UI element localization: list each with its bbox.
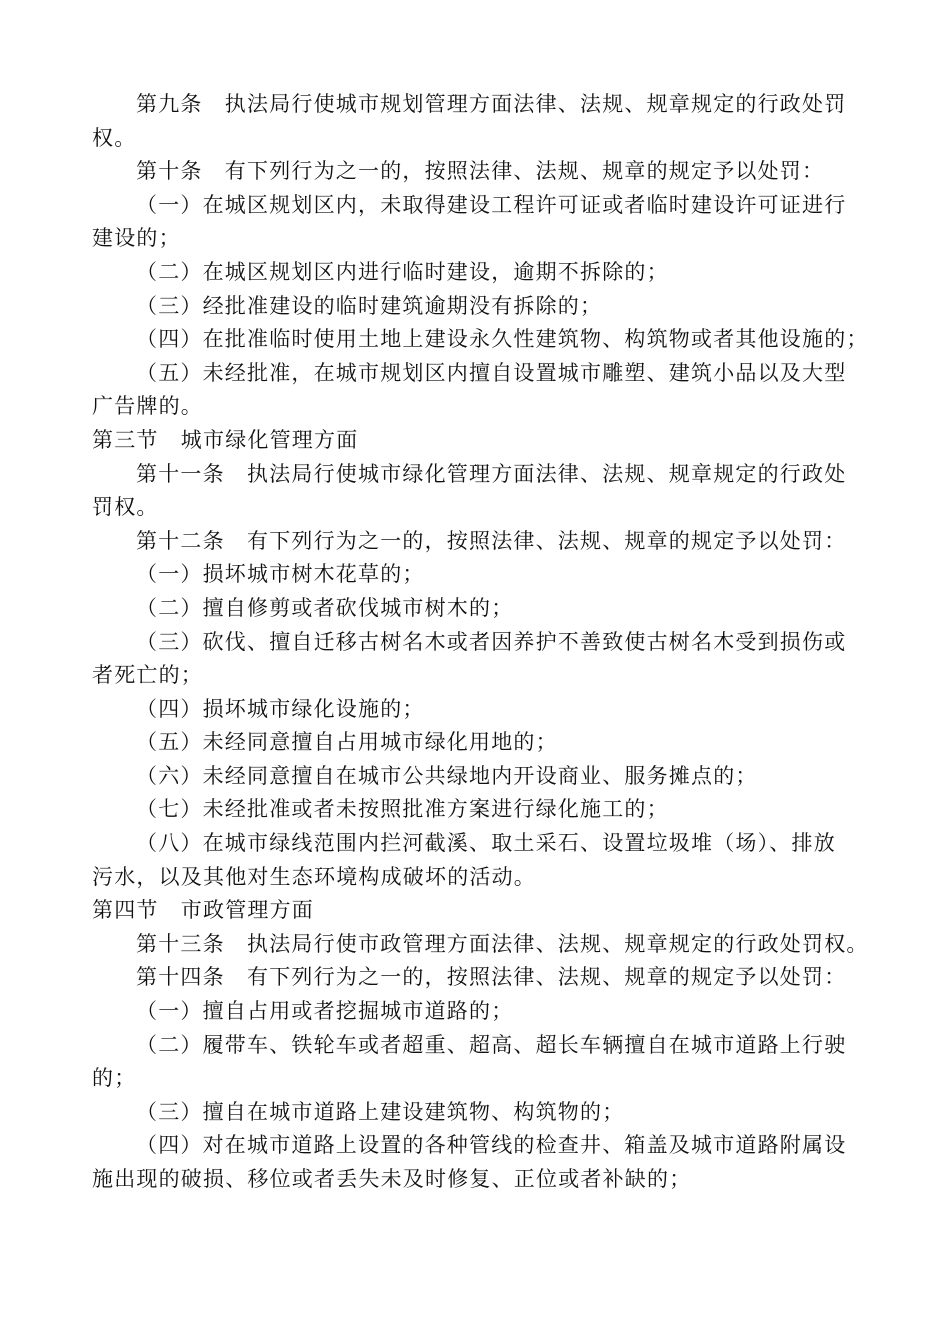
section-4-heading: 第四节 市政管理方面 [92, 898, 314, 923]
article-14-item-3: （三）擅自在城市道路上建设建筑物、构筑物的； [136, 1099, 625, 1124]
article-10-item-5-line-1: （五）未经批准，在城市规划区内擅自设置城市雕塑、建筑小品以及大型 [136, 360, 847, 385]
article-12-item-1: （一）损坏城市树木花草的； [136, 562, 425, 587]
article-12-item-3-line-1: （三）砍伐、擅自迁移古树名木或者因养护不善致使古树名木受到损伤或 [136, 629, 847, 654]
section-3-heading: 第三节 城市绿化管理方面 [92, 427, 359, 452]
article-10-item-5-line-2: 广告牌的。 [92, 394, 203, 419]
article-12-item-7: （七）未经批准或者未按照批准方案进行绿化施工的； [136, 797, 669, 822]
article-14-item-2-line-1: （二）履带车、铁轮车或者超重、超高、超长车辆擅自在城市道路上行驶 [136, 1032, 847, 1057]
article-13: 第十三条 执法局行使市政管理方面法律、法规、规章规定的行政处罚权。 [136, 931, 869, 956]
article-9-line-2: 权。 [92, 125, 137, 150]
article-14-item-1: （一）擅自占用或者挖掘城市道路的； [136, 999, 514, 1024]
article-14-item-2-line-2: 的； [92, 1066, 137, 1091]
article-14-item-4-line-1: （四）对在城市道路上设置的各种管线的检查井、箱盖及城市道路附属设 [136, 1133, 847, 1158]
article-10-item-2: （二）在城区规划区内进行临时建设，逾期不拆除的； [136, 259, 669, 284]
article-10-item-1-line-1: （一）在城区规划区内，未取得建设工程许可证或者临时建设许可证进行 [136, 192, 847, 217]
article-9-line-1: 第九条 执法局行使城市规划管理方面法律、法规、规章规定的行政处罚 [136, 92, 847, 116]
article-10-item-3: （三）经批准建设的临时建筑逾期没有拆除的； [136, 293, 603, 318]
article-12-item-5: （五）未经同意擅自占用城市绿化用地的； [136, 730, 558, 755]
article-12-item-6: （六）未经同意擅自在城市公共绿地内开设商业、服务摊点的； [136, 763, 758, 788]
article-12-item-3-line-2: 者死亡的； [92, 663, 203, 688]
article-12-item-4: （四）损坏城市绿化设施的； [136, 696, 425, 721]
article-11-line-1: 第十一条 执法局行使城市绿化管理方面法律、法规、规章规定的行政处 [136, 461, 847, 486]
article-12-item-8-line-1: （八）在城市绿线范围内拦河截溪、取土采石、设置垃圾堆（场）、排放 [136, 831, 836, 856]
document-body [92, 88, 869, 1197]
article-10-item-1-line-2: 建设的； [92, 226, 181, 251]
article-12-item-8-line-2: 污水，以及其他对生态环境构成破坏的活动。 [92, 864, 536, 889]
article-14-line-1: 第十四条 有下列行为之一的，按照法律、法规、规章的规定予以处罚： [136, 965, 847, 990]
article-10-line-1: 第十条 有下列行为之一的，按照法律、法规、规章的规定予以处罚： [136, 159, 825, 184]
article-10-item-4: （四）在批准临时使用土地上建设永久性建筑物、构筑物或者其他设施的； [136, 327, 869, 352]
article-12-item-2: （二）擅自修剪或者砍伐城市树木的； [136, 595, 514, 620]
article-11-line-2: 罚权。 [92, 495, 159, 520]
article-12-line-1: 第十二条 有下列行为之一的，按照法律、法规、规章的规定予以处罚： [136, 528, 847, 553]
article-14-item-4-line-2: 施出现的破损、移位或者丢失未及时修复、正位或者补缺的； [92, 1167, 692, 1191]
